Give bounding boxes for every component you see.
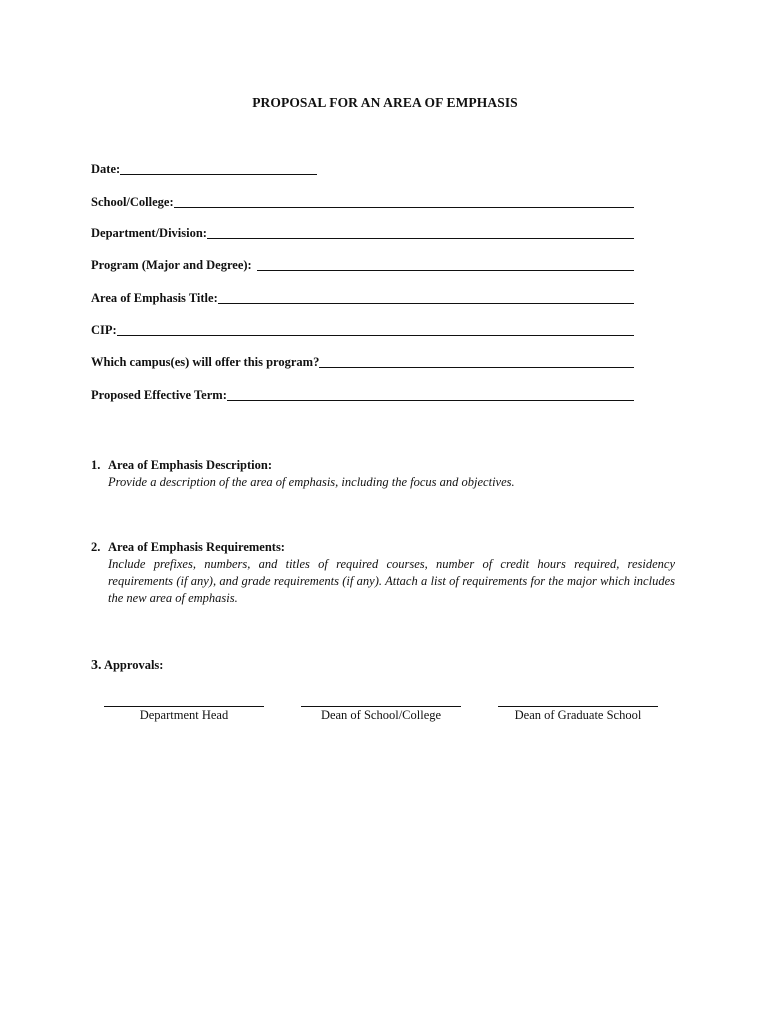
- school-college-label: School/College:: [91, 195, 174, 209]
- section-heading-text: Area of Emphasis Requirements:: [108, 540, 285, 554]
- signature-label: Dean of Graduate School: [514, 708, 642, 722]
- school-college-blank-line[interactable]: [174, 195, 634, 208]
- date-blank-line[interactable]: [120, 162, 317, 175]
- emphasis-title-label: Area of Emphasis Title:: [91, 291, 218, 305]
- approvals-number: 3.: [91, 658, 102, 673]
- signature-label: Department Head: [139, 708, 229, 722]
- school-college-field[interactable]: [91, 193, 634, 210]
- emphasis-title-blank-line[interactable]: [218, 291, 634, 304]
- section-number: 2.: [91, 540, 101, 554]
- section-heading-text: Area of Emphasis Description:: [108, 458, 273, 472]
- date-field[interactable]: [91, 160, 317, 177]
- cip-field[interactable]: [91, 321, 634, 338]
- section-description-text: Provide a description of the area of emphasis, including the focus and objectives.: [108, 475, 515, 489]
- section-requirements-text: Include prefixes, numbers, and titles of required courses, number of credit hours required, residency requirements (if any), and grade requirements (if any). Attach a list of requirements for the major which includes the new area of emphasis.: [108, 557, 675, 605]
- signature-dean-graduate[interactable]: [498, 698, 658, 723]
- effective-term-label: Proposed Effective Term:: [91, 388, 227, 402]
- approvals-heading: [91, 658, 163, 674]
- cip-blank-line[interactable]: [117, 323, 634, 336]
- page-title: PROPOSAL FOR AN AREA OF EMPHASIS: [252, 95, 518, 110]
- campus-label: Which campus(es) will offer this program?: [91, 355, 320, 369]
- section-requirements: [91, 540, 691, 607]
- effective-term-field[interactable]: [91, 386, 634, 403]
- signature-dean-school[interactable]: [301, 698, 461, 723]
- signature-label: Dean of School/College: [320, 708, 442, 722]
- campus-field[interactable]: [91, 353, 634, 370]
- department-division-label: Department/Division:: [91, 226, 207, 240]
- department-division-field[interactable]: [91, 224, 634, 241]
- section-number: 1.: [91, 458, 101, 472]
- program-blank-line[interactable]: [257, 258, 634, 271]
- signature-line[interactable]: [301, 698, 461, 707]
- section-requirements-heading: [91, 540, 691, 555]
- program-label: Program (Major and Degree):: [91, 258, 252, 272]
- signature-line[interactable]: [498, 698, 658, 707]
- section-description: [91, 458, 691, 491]
- date-label: Date:: [91, 162, 121, 176]
- effective-term-blank-line[interactable]: [227, 388, 634, 401]
- campus-blank-line[interactable]: [319, 355, 634, 368]
- approvals-heading-text: Approvals:: [103, 658, 164, 672]
- cip-label: CIP:: [91, 323, 117, 337]
- signature-line[interactable]: [104, 698, 264, 707]
- department-division-blank-line[interactable]: [207, 226, 634, 239]
- signature-department-head[interactable]: [104, 698, 264, 723]
- section-description-heading: [91, 458, 691, 473]
- emphasis-title-field[interactable]: [91, 289, 634, 306]
- program-field[interactable]: [91, 256, 634, 273]
